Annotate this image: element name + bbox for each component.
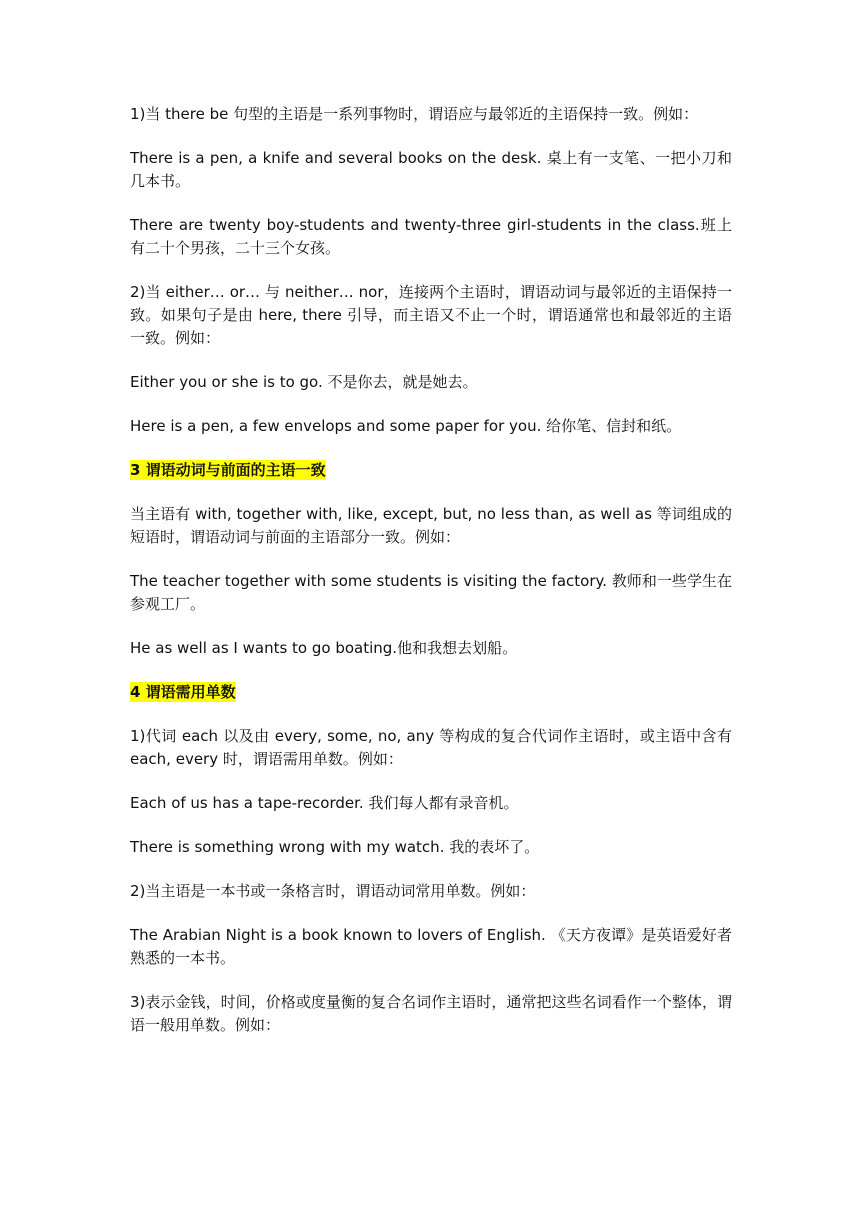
section-heading-4 xyxy=(130,681,732,704)
paragraph-money-time-rule: 3)表示金钱，时间，价格或度量衡的复合名词作主语时，通常把这些名词看作一个整体，谓语一般用单数。例如： xyxy=(130,993,732,1034)
paragraph-with-together-rule: 当主语有 with, together with, like, except, but, no less than, as well as 等词组成的短语时，谓语动词与前面的主语部分一致。例如： xyxy=(130,505,732,546)
example-arabian-night: The Arabian Night is a book known to lovers of English. 《天方夜谭》是英语爱好者熟悉的一本书。 xyxy=(130,926,732,967)
example-either-you-or-she: Either you or she is to go. 不是你去，就是她去。 xyxy=(130,373,478,391)
paragraph-book-maxim-rule: 2)当主语是一本书或一条格言时，谓语动词常用单数。例如： xyxy=(130,882,536,900)
example-something-wrong: There is something wrong with my watch. 我的表坏了。 xyxy=(130,838,540,856)
section-heading-4-text: 4 谓语需用单数 xyxy=(130,683,236,701)
section-heading-3-text: 3 谓语动词与前面的主语一致 xyxy=(130,461,326,479)
paragraph-each-every-rule: 1)代词 each 以及由 every, some, no, any 等构成的复合代词作主语时，或主语中含有 each, every 时，谓语需用单数。例如： xyxy=(130,727,732,768)
paragraph-either-or-rule: 2)当 either… or… 与 neither… nor，连接两个主语时，谓语动词与最邻近的主语保持一致。如果句子是由 here, there 引导，而主语又不止一个时，谓语通常也和最邻近的主语一致。例如： xyxy=(130,283,732,347)
example-as-well-as: He as well as I wants to go boating.他和我想去划船。 xyxy=(130,639,518,657)
example-each-of-us: Each of us has a tape-recorder. 我们每人都有录音机。 xyxy=(130,794,519,812)
section-heading-3 xyxy=(130,459,732,482)
paragraph-there-be-rule: 1)当 there be 句型的主语是一系列事物时，谓语应与最邻近的主语保持一致。例如： xyxy=(130,105,699,123)
example-here-is-a-pen: Here is a pen, a few envelops and some paper for you. 给你笔、信封和纸。 xyxy=(130,417,682,435)
example-teacher-together: The teacher together with some students is visiting the factory. 教师和一些学生在参观工厂。 xyxy=(130,572,732,613)
example-pen-knife-books: There is a pen, a knife and several books on the desk. 桌上有一支笔、一把小刀和几本书。 xyxy=(130,149,732,190)
example-boy-girl-students: There are twenty boy-students and twenty-three girl-students in the class.班上有二十个男孩，二十三个女孩。 xyxy=(130,216,732,257)
document-page xyxy=(130,103,732,1058)
